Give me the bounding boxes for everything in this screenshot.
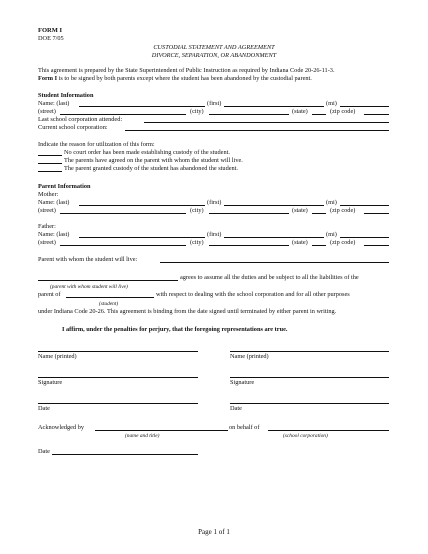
reason-option1: No court order has been made establishing custody of the student. <box>64 149 230 156</box>
father-zip-label: (zip code) <box>330 239 356 246</box>
father-first-label: (first) <box>207 231 222 238</box>
perjury-affirmation: I affirm, under the penalties for perjury, that the foregoing representations are true. <box>62 326 288 333</box>
father-state-label: (state) <box>292 239 308 246</box>
father-label: Father: <box>38 223 56 230</box>
reason-option2: The parents have agreed on the parent with whom the student will live. <box>64 157 243 164</box>
mother-street-field[interactable] <box>60 213 186 214</box>
caption-student: (student) <box>99 301 119 307</box>
student-state-field[interactable] <box>312 114 326 115</box>
name-printed-left-label: Name (printed) <box>38 353 77 360</box>
on-behalf-of-label: on behalf of <box>229 424 260 431</box>
mother-state-label: (state) <box>292 207 308 214</box>
current-school-corp-field[interactable] <box>125 130 389 131</box>
student-zip-label: (zip code) <box>330 108 356 115</box>
father-mi-field[interactable] <box>340 237 389 238</box>
intro-line2 <box>38 75 312 83</box>
student-name-field[interactable] <box>66 297 154 298</box>
form-title-line1: CUSTODIAL STATEMENT AND AGREEMENT <box>153 44 275 51</box>
reason-option1-checkline[interactable] <box>38 155 62 156</box>
last-school-corp-label: Last school corporation attended: <box>38 116 123 123</box>
binding-text: under Indiana Code 20-26. This agreement is binding from the date signed until terminated by either parent in writing. <box>38 308 337 315</box>
signature-right-line[interactable] <box>230 377 389 378</box>
lives-with-label: Parent with whom the student will live: <box>38 256 138 263</box>
signature-right-label: Signature <box>230 379 255 386</box>
mother-street-label: (street) <box>38 207 56 214</box>
mother-zip-field[interactable] <box>364 213 389 214</box>
father-name-last-label: Name: (last) <box>38 231 70 238</box>
agrees-text: agrees to assume all the duties and be subject to all the liabilities of the <box>180 274 359 281</box>
student-city-label: (city) <box>190 108 204 115</box>
last-school-corp-field[interactable] <box>144 122 389 123</box>
student-last-name-field[interactable] <box>79 106 205 107</box>
reason-option2-checkline[interactable] <box>38 163 62 164</box>
mother-mi-field[interactable] <box>340 205 389 206</box>
father-city-label: (city) <box>190 239 204 246</box>
mother-mi-label: (mi) <box>326 199 337 206</box>
mother-city-field[interactable] <box>209 213 289 214</box>
student-city-field[interactable] <box>209 114 289 115</box>
father-street-label: (street) <box>38 239 56 246</box>
lives-with-field[interactable] <box>160 262 389 263</box>
acknowledged-by-label: Acknowledged by <box>38 424 84 431</box>
intro-line1: This agreement is prepared by the State Superintendent of Public Instruction as required by Indiana Code 20-26-11-3. <box>38 67 335 74</box>
student-name-last-label: Name: (last) <box>38 100 70 107</box>
student-zip-field[interactable] <box>364 114 389 115</box>
father-zip-field[interactable] <box>364 245 389 246</box>
student-state-label: (state) <box>292 108 308 115</box>
name-printed-right-line[interactable] <box>230 351 389 352</box>
father-city-field[interactable] <box>209 245 289 246</box>
date-bottom-label: Date <box>38 448 50 455</box>
form-title-line2: DIVORCE, SEPARATION, OR ABANDONMENT <box>151 52 277 59</box>
mother-zip-label: (zip code) <box>330 207 356 214</box>
page-number: Page 1 of 1 <box>198 528 230 536</box>
reason-option3-checkline[interactable] <box>38 171 62 172</box>
student-info-heading: Student Information <box>38 92 94 99</box>
name-printed-right-label: Name (printed) <box>230 353 269 360</box>
date-left-line[interactable] <box>38 403 198 404</box>
father-last-name-field[interactable] <box>79 237 205 238</box>
parent-info-heading: Parent Information <box>38 183 91 190</box>
reason-prompt: Indicate the reason for utilization of this form: <box>38 141 155 148</box>
caption-parent: (parent with whom student will live) <box>50 284 128 290</box>
acknowledged-by-field[interactable] <box>95 430 228 431</box>
date-right-label: Date <box>230 405 242 412</box>
student-mi-label: (mi) <box>326 100 337 107</box>
father-mi-label: (mi) <box>326 231 337 238</box>
mother-first-name-field[interactable] <box>224 205 324 206</box>
form-code: DOE 7/05 <box>38 35 64 42</box>
mother-state-field[interactable] <box>312 213 326 214</box>
mother-last-name-field[interactable] <box>79 205 205 206</box>
on-behalf-of-field[interactable] <box>268 430 389 431</box>
respect-text: with respect to dealing with the school corporation and for all other purposes <box>156 291 350 298</box>
form-id: FORM I <box>38 27 63 34</box>
mother-name-last-label: Name: (last) <box>38 199 70 206</box>
mother-first-label: (first) <box>207 199 222 206</box>
reason-option3: The parent granted custody of the student has abandoned the student. <box>64 165 238 172</box>
intro-form-ref: Form I <box>38 75 58 82</box>
caption-name-title: (name and title) <box>125 433 160 439</box>
signature-left-label: Signature <box>38 379 63 386</box>
mother-label: Mother: <box>38 191 59 198</box>
date-left-label: Date <box>38 405 50 412</box>
student-street-field[interactable] <box>60 114 186 115</box>
mother-city-label: (city) <box>190 207 204 214</box>
father-first-name-field[interactable] <box>224 237 324 238</box>
student-street-label: (street) <box>38 108 56 115</box>
parent-of-label: parent of <box>38 291 61 298</box>
intro-line2-text: is to be signed by both parents except where the student has been abandoned by the custodial parent. <box>57 75 312 82</box>
father-state-field[interactable] <box>312 245 326 246</box>
current-school-corp-label: Current school corporation: <box>38 124 108 131</box>
custodial-parent-field[interactable] <box>38 280 178 281</box>
signature-left-line[interactable] <box>38 377 198 378</box>
date-right-line[interactable] <box>230 403 389 404</box>
student-first-name-field[interactable] <box>224 106 324 107</box>
date-bottom-line[interactable] <box>52 454 198 455</box>
student-first-label: (first) <box>207 100 222 107</box>
caption-school-corp: (school corporation) <box>283 433 328 439</box>
father-street-field[interactable] <box>60 245 186 246</box>
name-printed-left-line[interactable] <box>38 351 198 352</box>
student-mi-field[interactable] <box>340 106 389 107</box>
